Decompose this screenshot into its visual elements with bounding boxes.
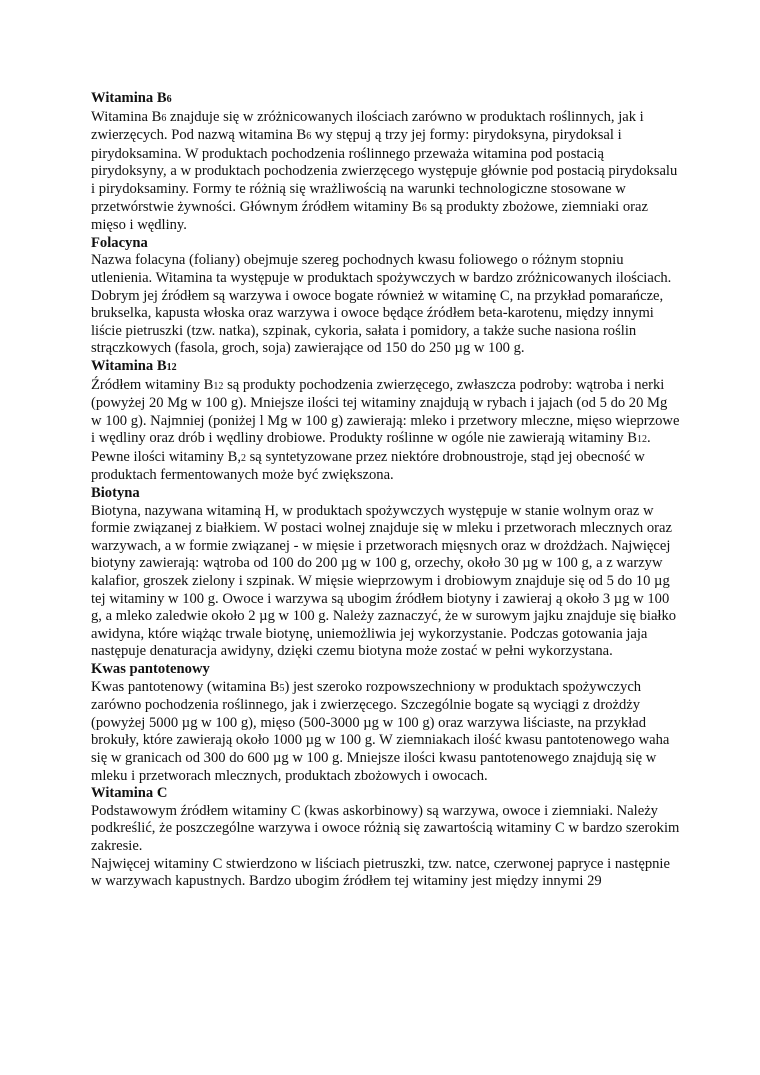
section-heading-subscript: 12 <box>166 361 177 373</box>
paragraph-text: Źródłem witaminy B <box>91 376 214 393</box>
section-heading-text: Witamina C <box>91 785 168 802</box>
document-section <box>91 785 681 891</box>
paragraph-text: wy stępuj ą trzy jej formy: pirydoksyna, pirydoksal i pirydoksamina. W produktach pochodzenia roślinnego przeważa witamina pod postacią pirydoksyny, a w produktach pochodzenia zwierzęcego występuje głównie pod postacią pirydoksalu i pirydoksaminy. Formy te różnią się wrażliwością na warunki technologiczne stosowane w przetwórstwie żywności. Głównym źródłem witaminy B <box>91 127 678 215</box>
document-section <box>91 90 681 235</box>
body-paragraph <box>91 856 681 891</box>
body-paragraph <box>91 109 681 235</box>
document-section <box>91 358 681 485</box>
body-paragraph <box>91 377 681 486</box>
section-heading-text: Kwas pantotenowy <box>91 661 210 677</box>
body-paragraph <box>91 803 681 856</box>
paragraph-text: Podstawowym źródłem witaminy C (kwas askorbinowy) są warzywa, owoce i ziemniaki. Należy podkreślić, że poszczególne warzywa i owoce różnią się zawartością witaminy C w bardzo szerokim zakresie. <box>91 802 680 854</box>
subscript-text: 6 <box>161 112 167 124</box>
subscript-text: 2 <box>240 452 246 464</box>
body-paragraph <box>91 679 681 786</box>
section-heading-text: Folacyna <box>91 234 148 251</box>
subscript-text: 12 <box>636 434 647 446</box>
paragraph-text: Kwas pantotenowy (witamina B <box>91 678 280 695</box>
section-heading-text: Witamina B <box>91 357 167 374</box>
paragraph-text: Najwięcej witaminy C stwierdzono w liściach pietruszki, tzw. natce, czerwonej papryce i następnie w warzywach kapustnych. Bardzo ubogim źródłem tej witaminy jest między innymi 29 <box>91 855 670 890</box>
subscript-text: 12 <box>213 380 224 392</box>
section-heading <box>91 661 681 679</box>
section-heading <box>91 485 681 503</box>
section-heading <box>91 358 681 377</box>
section-heading <box>91 235 681 253</box>
paragraph-text: . Pewne ilości witaminy B, <box>91 430 651 465</box>
paragraph-text: Nazwa folacyna (foliany) obejmuje szereg pochodnych kwasu foliowego o różnym stopniu utlenienia. Witamina ta występuje w produktach spożywczych w bardzo zróżnicowanych ilościach. Dobrym jej źródłem są warzywa i owoce bogate również w witaminę C, na przykład pomarańcze, brukselka, kapusta włoska oraz warzywa i owoce będące źródłem beta-karotenu, między innymi liście pietruszki (tzw. natka), szpinak, cykoria, sałata i pomidory, a także suche nasiona roślin strączkowych (fasola, groch, soja) zawierające od 150 do 250 µg w 100 g. <box>91 252 672 357</box>
paragraph-text: Witamina B <box>91 108 162 125</box>
body-paragraph <box>91 252 681 358</box>
paragraph-text: są syntetyzowane przez niektóre drobnoustroje, stąd jej obecność w produktach fermentowanych może być zwiększona. <box>91 448 645 484</box>
subscript-text: 5 <box>279 682 285 694</box>
section-heading-text: Witamina B <box>91 90 167 106</box>
paragraph-text: znajduje się w zróżnicowanych ilościach zarówno w produktach roślinnych, jak i zwierzęcych. Pod nazwą witamina B <box>91 108 644 144</box>
section-heading-text: Biotyna <box>91 485 140 502</box>
document-section <box>91 485 681 661</box>
subscript-text: 6 <box>306 131 312 143</box>
body-paragraph <box>91 503 681 661</box>
document-section <box>91 661 681 785</box>
section-heading <box>91 785 681 803</box>
section-heading-subscript: 6 <box>166 94 172 105</box>
paragraph-text: są produkty zbożowe, ziemniaki oraz mięso i wędliny. <box>91 198 648 234</box>
document-section <box>91 235 681 358</box>
subscript-text: 6 <box>421 202 427 214</box>
document-page <box>91 90 681 891</box>
section-heading <box>91 90 681 109</box>
paragraph-text: są produkty pochodzenia zwierzęcego, zwłaszcza podroby: wątroba i nerki (powyżej 20 Mg w 100 g). Mniejsze ilości tej witaminy znajdują w rybach i jajach (od 5 do 20 Mg w 100 g). Najmniej (poniżej l Mg w 100 g) zawierają: mleko i przetwory mleczne, mięso wieprzowe i wędliny oraz drób i wędliny drobiowe. Produkty roślinne w ogóle nie zawierają witaminy B <box>91 376 680 447</box>
paragraph-text: ) jest szeroko rozpowszechniony w produktach spożywczych zarówno pochodzenia roślinnego, jak i zwierzęcego. Szczególnie bogate są wyciągi z drożdży (powyżej 5000 µg w 100 g), mięso (500-3000 µg w 100 g) oraz warzywa liściaste, na przykład brokuły, które zawierają około 1000 µg w 100 g. W ziemniakach ilość kwasu pantotenowego waha się w granicach od 300 do 600 µg w 100 g. Mniejsze ilości kwasu pantotenowego znajdują się w mleku i przetworach mlecznych, produktach zbożowych i owocach. <box>91 678 670 784</box>
paragraph-text: Biotyna, nazywana witaminą H, w produktach spożywczych występuje w stanie wolnym oraz w formie związanej z białkiem. W postaci wolnej znajduje się w mleku i przetworach mlecznych oraz warzywach, a w formie związanej - w mięsie i przetworach mięsnych oraz w drożdżach. Najwięcej biotyny zawierają: wątroba od 100 do 200 µg w 100 g, orzechy, około 30 µg w 100 g, a z warzyw kalafior, groszek zielony i szpinak. W mięsie wieprzowym i drobiowym znajduje się od 5 do 10 µg tej witaminy w 100 g. Owoce i warzywa są ubogim źródłem biotyny i zawieraj ą około 3 µg w 100 g, a mleko zaledwie około 2 µg w 100 g. Należy zaznaczyć, że w surowym jajku znajduje się białko awidyna, które wiążąc trwale biotynę, uniemożliwia jej wykorzystanie. Podczas gotowania jaja następuje denaturacja awidyny, dzięki czemu biotyna może zostać w pełni wykorzystana. <box>91 502 677 660</box>
